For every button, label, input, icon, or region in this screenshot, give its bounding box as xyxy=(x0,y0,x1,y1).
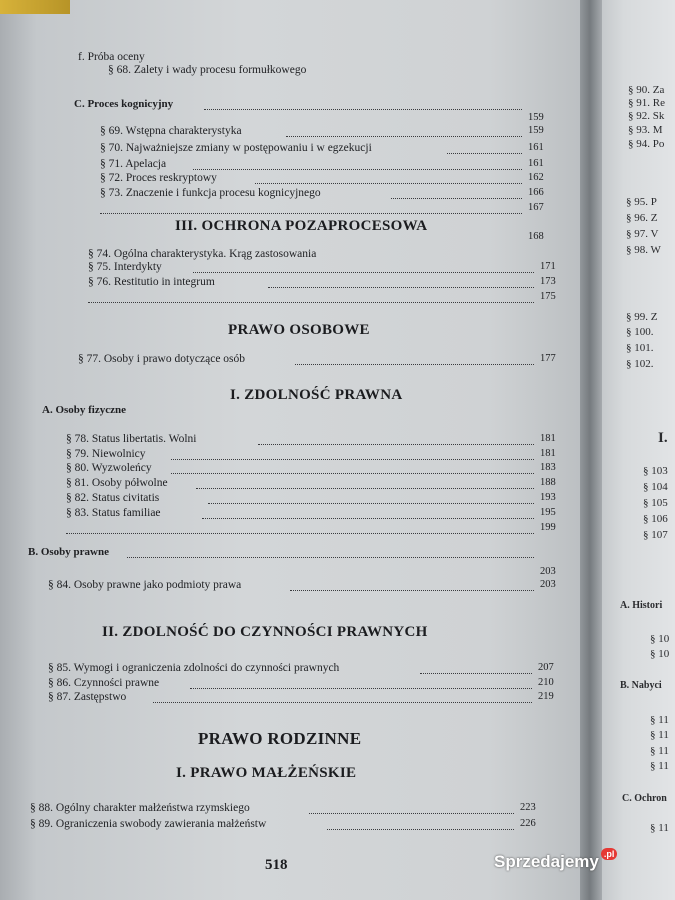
toc-page-number: 159 xyxy=(528,125,544,136)
toc-page-number: 175 xyxy=(540,291,556,302)
right-page-entry: § 102. xyxy=(626,358,654,370)
section-heading: PRAWO RODZINNE xyxy=(198,729,362,748)
section-heading: I. PRAWO MAŁŻEŃSKIE xyxy=(176,765,357,781)
toc-leader-dots xyxy=(295,350,534,365)
right-page-entry: § 105 xyxy=(643,497,668,509)
right-page-entry: § 90. Za xyxy=(628,84,665,96)
toc-page-number: 188 xyxy=(540,477,556,488)
toc-leader-dots xyxy=(208,489,534,504)
right-page-entry: § 100. xyxy=(626,326,654,338)
toc-leader-dots xyxy=(196,474,534,489)
toc-leader-dots xyxy=(309,799,514,814)
right-page-entry: § 91. Re xyxy=(628,97,665,109)
watermark xyxy=(494,849,617,872)
toc-leader-dots xyxy=(202,504,534,519)
book-gutter xyxy=(580,0,602,900)
right-page-entry: § 106 xyxy=(643,513,668,525)
toc-page-number: 195 xyxy=(540,507,556,518)
right-page-entry: § 11 xyxy=(650,745,669,757)
toc-page-number: 203 xyxy=(540,566,556,577)
right-page-entry: § 92. Sk xyxy=(628,110,665,122)
toc-leader-dots xyxy=(420,659,532,674)
right-page-entry: § 11 xyxy=(650,822,669,834)
toc-page-number: 171 xyxy=(540,261,556,272)
toc-page-number: 210 xyxy=(538,677,554,688)
toc-entry-text: § 73. Znaczenie i funkcja procesu kognicyjnego xyxy=(100,187,321,199)
right-page-entry: § 95. P xyxy=(626,196,657,208)
right-page-entry: § 99. Z xyxy=(626,311,658,323)
right-page-entry: § 98. W xyxy=(626,244,661,256)
toc-leader-dots xyxy=(447,139,522,154)
toc-page-number: 177 xyxy=(540,353,556,364)
toc-page-number: 181 xyxy=(540,433,556,444)
watermark-text: Sprzedajemy xyxy=(494,852,599,871)
right-page-entry: § 93. M xyxy=(628,124,663,136)
toc-entry-text: § 82. Status civitatis xyxy=(66,492,160,504)
toc-entry-text: § 80. Wyzwoleńcy xyxy=(66,462,152,474)
toc-entry-text: § 69. Wstępna charakterystyka xyxy=(100,125,242,137)
toc-page-number: 183 xyxy=(540,462,556,473)
toc-entry-text: § 68. Zalety i wady procesu formułkowego xyxy=(108,64,307,76)
toc-page-number: 161 xyxy=(528,158,544,169)
toc-leader-dots xyxy=(255,169,522,184)
toc-page-number: 168 xyxy=(528,231,544,242)
toc-entry-text: § 72. Proces reskryptowy xyxy=(100,172,217,184)
toc-leader-dots xyxy=(171,459,534,474)
toc-entry-text: § 88. Ogólny charakter małżeństwa rzymskiego xyxy=(30,802,250,814)
toc-leader-dots xyxy=(88,288,534,303)
toc-entry-text: § 84. Osoby prawne jako podmioty prawa xyxy=(48,579,242,591)
toc-leader-dots xyxy=(193,155,522,170)
toc-leader-dots xyxy=(258,430,534,445)
right-page-entry: § 11 xyxy=(650,729,669,741)
toc-page-number: 162 xyxy=(528,172,544,183)
toc-page-number: 159 xyxy=(528,112,544,123)
toc-leader-dots xyxy=(100,199,522,214)
toc-entry-text: § 85. Wymogi i ograniczenia zdolności do czynności prawnych xyxy=(48,662,340,674)
right-page-entry: C. Ochron xyxy=(622,793,667,804)
toc-leader-dots xyxy=(327,815,514,830)
toc-entry-text: § 83. Status familiae xyxy=(66,507,161,519)
toc-entry-text: § 76. Restitutio in integrum xyxy=(88,276,215,288)
toc-page-number: 219 xyxy=(538,691,554,702)
section-heading: II. ZDOLNOŚĆ DO CZYNNOŚCI PRAWNYCH xyxy=(102,624,428,640)
toc-leader-dots xyxy=(268,273,534,288)
toc-leader-dots xyxy=(286,122,522,137)
toc-entry-text: § 75. Interdykty xyxy=(88,261,162,273)
toc-leader-dots xyxy=(190,674,532,689)
toc-page-number: 161 xyxy=(528,142,544,153)
toc-page-number: 173 xyxy=(540,276,556,287)
toc-page-number: 167 xyxy=(528,202,544,213)
toc-page-number: 166 xyxy=(528,187,544,198)
toc-entry-text: § 78. Status libertatis. Wolni xyxy=(66,433,197,445)
toc-page-number: 181 xyxy=(540,448,556,459)
right-page-entry: § 10 xyxy=(650,648,670,660)
right-page-entry: B. Nabyci xyxy=(620,680,662,691)
toc-entry-text: B. Osoby prawne xyxy=(28,546,109,558)
right-page-entry: I. xyxy=(658,430,668,446)
toc-page-number: 193 xyxy=(540,492,556,503)
right-page-entry: § 11 xyxy=(650,760,669,772)
toc-leader-dots xyxy=(290,576,534,591)
toc-entry-text: § 77. Osoby i prawo dotyczące osób xyxy=(78,353,246,365)
right-page-entry: § 104 xyxy=(643,481,668,493)
toc-page-number: 226 xyxy=(520,818,536,829)
right-page-entry: § 97. V xyxy=(626,228,659,240)
toc-leader-dots xyxy=(204,95,522,110)
toc-page-number: 199 xyxy=(540,522,556,533)
right-page-entry: § 101. xyxy=(626,342,654,354)
right-page-entry: § 10 xyxy=(650,633,670,645)
toc-leader-dots xyxy=(391,184,522,199)
toc-entry-text: § 79. Niewolnicy xyxy=(66,448,146,460)
toc-entry-text: § 74. Ogólna charakterystyka. Krąg zastosowania xyxy=(88,248,317,260)
toc-page-number: 223 xyxy=(520,802,536,813)
right-page-entry: § 94. Po xyxy=(628,138,665,150)
toc-entry-text: C. Proces kognicyjny xyxy=(74,98,174,110)
toc-entry-text: f. Próba oceny xyxy=(78,51,145,63)
watermark-tld: .pl xyxy=(601,848,618,860)
toc-entry-text: § 89. Ograniczenia swobody zawierania małżeństw xyxy=(30,818,267,830)
section-heading: PRAWO OSOBOWE xyxy=(228,322,370,338)
toc-leader-dots xyxy=(127,543,534,558)
toc-entry-text: § 70. Najważniejsze zmiany w postępowaniu i w egzekucji xyxy=(100,142,372,154)
background-object xyxy=(0,0,70,14)
page-number: 518 xyxy=(265,857,288,873)
toc-entry-text: § 71. Apelacja xyxy=(100,158,167,170)
right-page-entry: § 11 xyxy=(650,714,669,726)
toc-leader-dots xyxy=(171,445,534,460)
right-page-entry: § 96. Z xyxy=(626,212,658,224)
toc-leader-dots xyxy=(66,519,534,534)
toc-page-number: 207 xyxy=(538,662,554,673)
right-page-entry: § 107 xyxy=(643,529,668,541)
right-page-entry: A. Histori xyxy=(620,600,663,611)
toc-entry-text: § 86. Czynności prawne xyxy=(48,677,160,689)
toc-leader-dots xyxy=(193,258,534,273)
toc-page-number: 203 xyxy=(540,579,556,590)
toc-leader-dots xyxy=(153,688,532,703)
right-page-entry: § 103 xyxy=(643,465,668,477)
toc-entry-text: § 87. Zastępstwo xyxy=(48,691,127,703)
section-heading: I. ZDOLNOŚĆ PRAWNA xyxy=(230,387,403,403)
section-heading: III. OCHRONA POZAPROCESOWA xyxy=(175,218,428,234)
toc-entry-text: A. Osoby fizyczne xyxy=(42,404,127,416)
toc-entry-text: § 81. Osoby półwolne xyxy=(66,477,168,489)
